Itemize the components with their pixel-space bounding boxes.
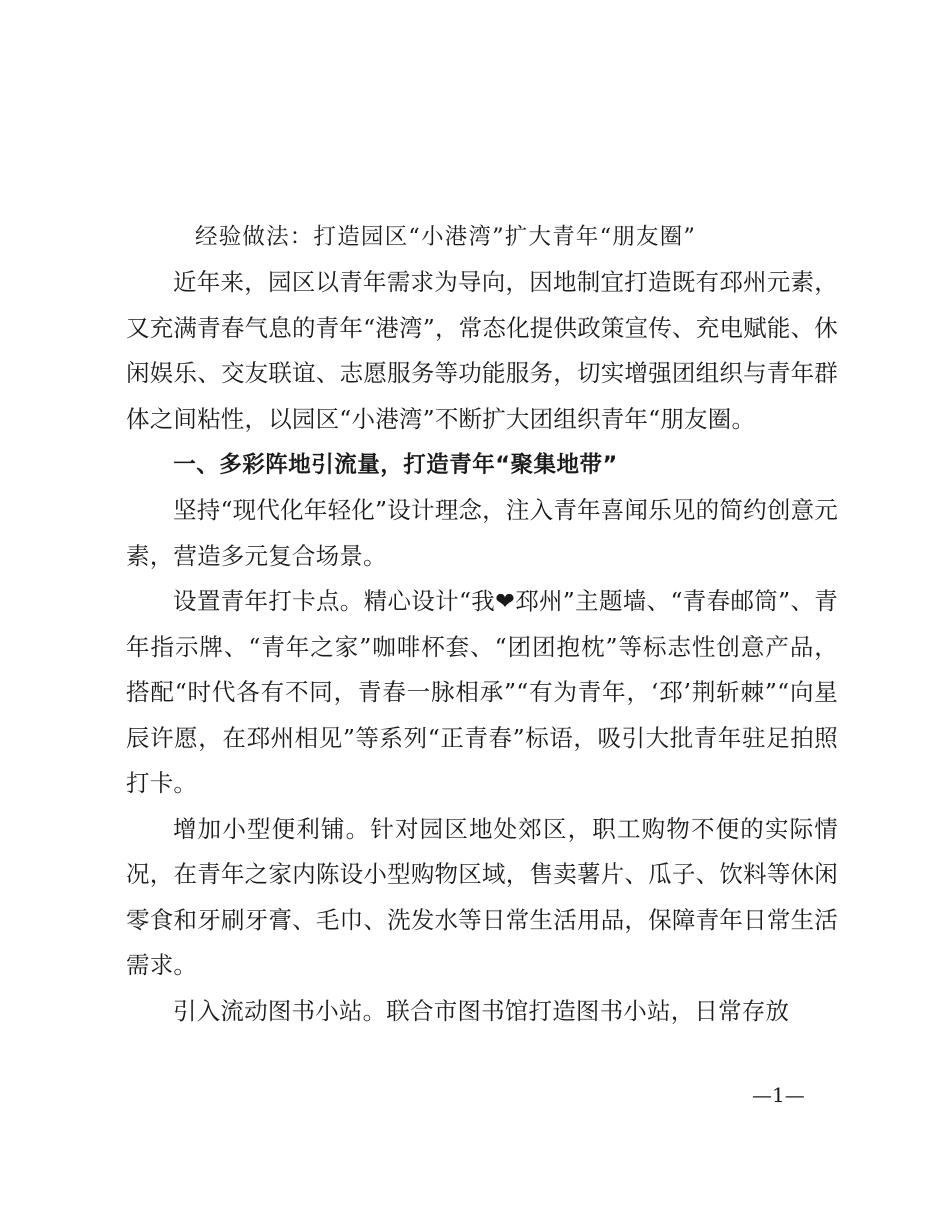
page-number: —1— bbox=[752, 1083, 805, 1107]
section-paragraph-store: 增加小型便利铺。针对园区地处郊区，职工购物不便的实际情况，在青年之家内陈设小型购物区域，售卖薯片、瓜子、饮料等休闲零食和牙刷牙膏、毛巾、洗发水等日常生活用品，保障青年日常生活需求。 bbox=[126, 814, 838, 979]
section-heading: 一、多彩阵地引流量，打造青年“聚集地带” bbox=[173, 452, 618, 478]
document-body bbox=[126, 260, 838, 1034]
document-title: 经验做法：打造园区“小港湾”扩大青年“朋友圈” bbox=[195, 224, 697, 250]
section-paragraph-concept: 坚持“现代化年轻化”设计理念，注入青年喜闻乐见的简约创意元素，营造多元复合场景。 bbox=[126, 496, 838, 570]
section-paragraph-library: 引入流动图书小站。联合市图书馆打造图书小站，日常存放 bbox=[173, 996, 790, 1025]
section-paragraph-checkin: 设置青年打卡点。精心设计“我❤邳州”主题墙、“青春邮筒”、青年指示牌、“青年之家”咖啡杯套、“团团抱枕”等标志性创意产品，搭配“时代各有不同，青春一脉相承”“有为青年，‘邳’荆斩棘”“向星辰许愿，在邳州相见”等系列“正青春”标语，吸引大批青年驻足拍照打卡。 bbox=[126, 587, 838, 797]
intro-paragraph: 近年来，园区以青年需求为导向，因地制宜打造既有邳州元素，又充满青春气息的青年“港湾”，常态化提供政策宣传、充电赋能、休闲娱乐、交友联谊、志愿服务等功能服务，切实增强团组织与青年群体之间粘性，以园区“小港湾”不断扩大团组织青年“朋友圈。 bbox=[126, 268, 838, 433]
